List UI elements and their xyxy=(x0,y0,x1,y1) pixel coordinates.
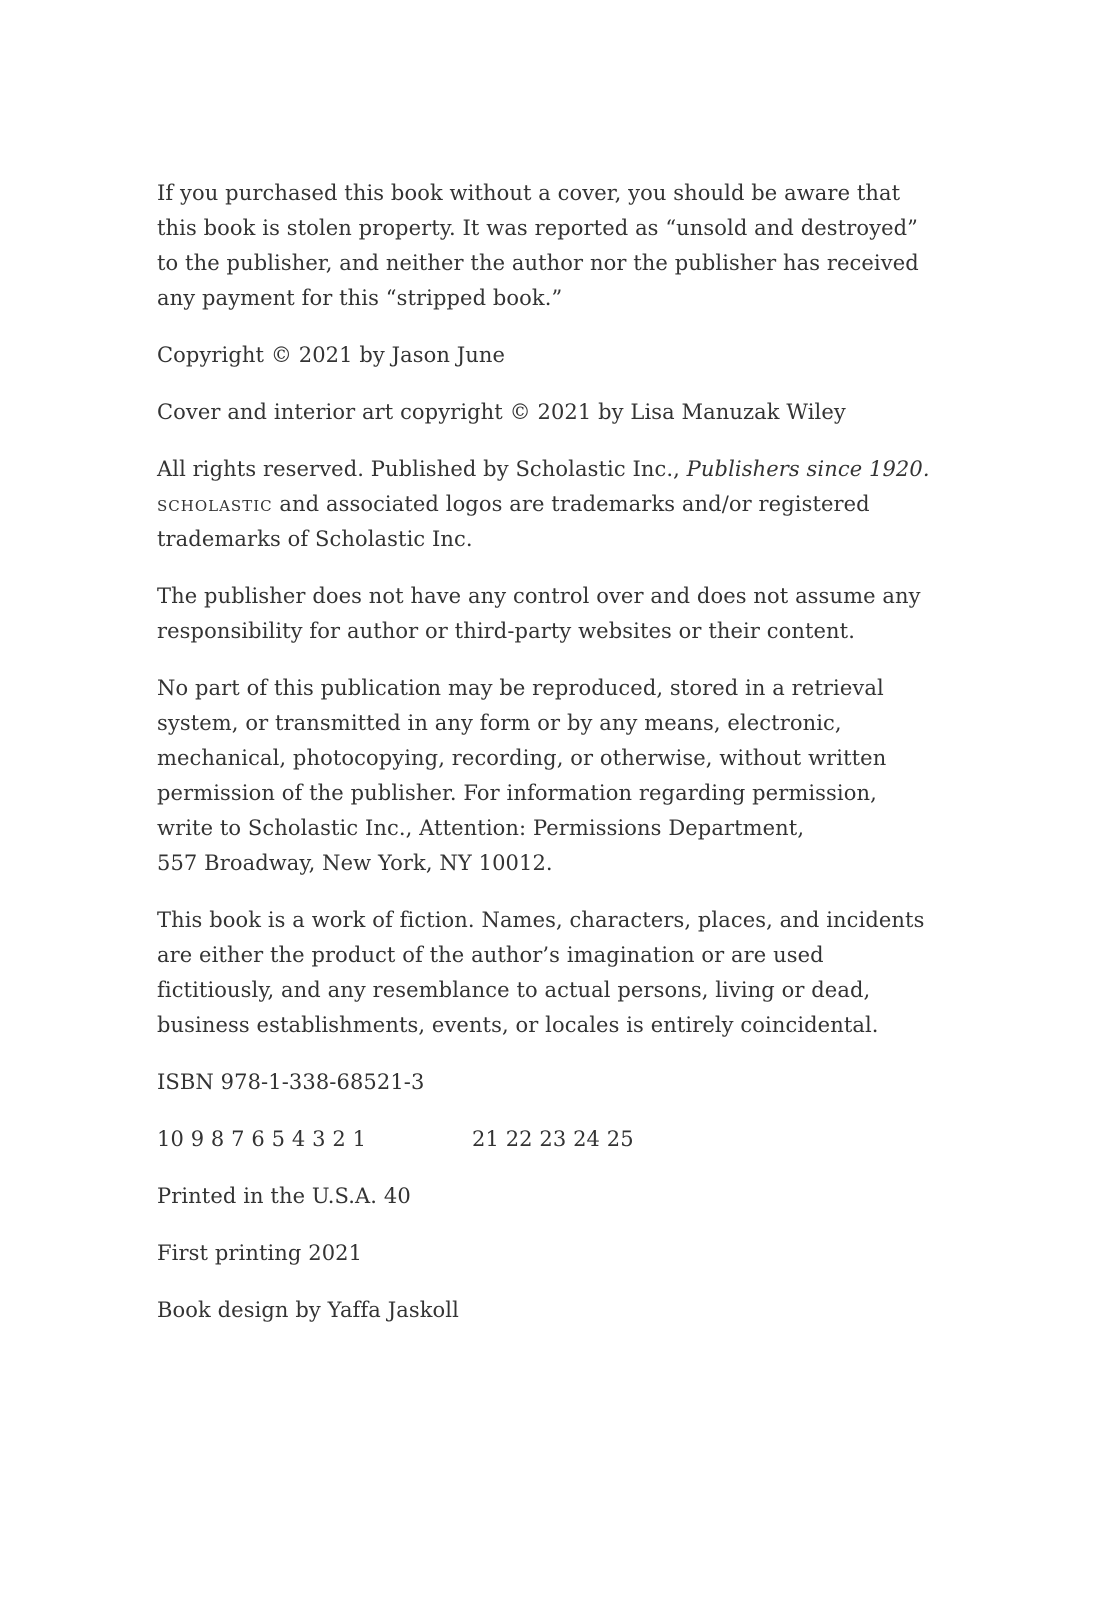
printing-numbers xyxy=(157,1122,937,1157)
notice-line: are either the product of the author’s imagination or are used xyxy=(157,943,824,967)
isbn-line: ISBN 978-1-338-68521-3 xyxy=(157,1070,425,1094)
rights-text: All rights reserved. Published by Scholastic Inc., xyxy=(157,457,687,481)
printing-sequence: 10 9 8 7 6 5 4 3 2 1 xyxy=(157,1127,367,1151)
control-notice xyxy=(157,579,937,649)
notice-line: mechanical, photocopying, recording, or otherwise, without written xyxy=(157,746,887,770)
scholastic-trademark: scholastic xyxy=(157,492,273,516)
notice-line: any payment for this “stripped book.” xyxy=(157,286,563,310)
notice-line: The publisher does not have any control over and does not assume any xyxy=(157,584,921,608)
rights-notice xyxy=(157,452,937,557)
rights-text: and associated logos are trademarks and/or registered xyxy=(272,492,870,516)
notice-line: responsibility for author or third-party websites or their content. xyxy=(157,619,855,643)
book-design-credit: Book design by Yaffa Jaskoll xyxy=(157,1298,459,1322)
notice-line: business establishments, events, or locales is entirely coincidental. xyxy=(157,1013,879,1037)
notice-line: fictitiously, and any resemblance to actual persons, living or dead, xyxy=(157,978,871,1002)
notice-line: This book is a work of fiction. Names, characters, places, and incidents xyxy=(157,908,925,932)
notice-line: to the publisher, and neither the author nor the publisher has received xyxy=(157,251,919,275)
publisher-tagline: Publishers since 1920. xyxy=(686,457,930,481)
first-printing-line: First printing 2021 xyxy=(157,1241,363,1265)
notice-line: If you purchased this book without a cover, you should be aware that xyxy=(157,181,901,205)
copyright-page-content xyxy=(157,176,937,1350)
rights-line-2 xyxy=(157,487,937,522)
notice-line: write to Scholastic Inc., Attention: Permissions Department, xyxy=(157,816,805,840)
printed-in-line: Printed in the U.S.A. 40 xyxy=(157,1184,411,1208)
fiction-notice xyxy=(157,903,937,1043)
stripped-book-notice xyxy=(157,176,937,316)
reproduction-notice xyxy=(157,671,937,881)
copyright-line: Copyright © 2021 by Jason June xyxy=(157,343,506,367)
notice-line: 557 Broadway, New York, NY 10012. xyxy=(157,851,553,875)
notice-line: this book is stolen property. It was reported as “unsold and destroyed” xyxy=(157,216,918,240)
printing-years: 21 22 23 24 25 xyxy=(472,1127,634,1151)
notice-line: permission of the publisher. For information regarding permission, xyxy=(157,781,877,805)
notice-line: No part of this publication may be reproduced, stored in a retrieval xyxy=(157,676,884,700)
notice-line: system, or transmitted in any form or by any means, electronic, xyxy=(157,711,842,735)
rights-line-3: trademarks of Scholastic Inc. xyxy=(157,527,473,551)
art-copyright-line: Cover and interior art copyright © 2021 by Lisa Manuzak Wiley xyxy=(157,400,846,424)
rights-line-1 xyxy=(157,452,937,487)
